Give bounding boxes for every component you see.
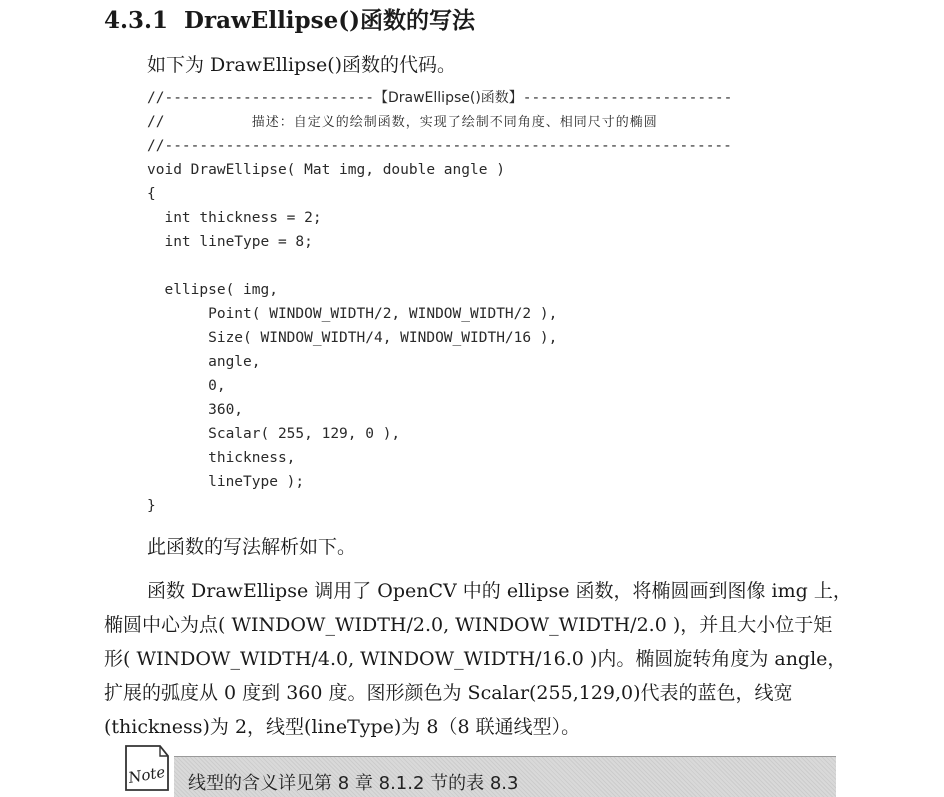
paragraph-line: 椭圆中心为点( WINDOW_WIDTH/2.0, WINDOW_WIDTH/2.0 )，并且大小位于矩 xyxy=(104,614,833,636)
code-description: 描述：自定义的绘制函数，实现了绘制不同角度、相同尺寸的椭圆 xyxy=(251,115,658,130)
code-header-title: 【DrawEllipse()函数】 xyxy=(373,90,523,106)
code-line: int thickness = 2; xyxy=(147,210,322,226)
section-title: DrawEllipse()函数的写法 xyxy=(184,7,475,34)
code-header-prefix: //------------------------ xyxy=(147,90,374,106)
summary-text: 此函数的写法解析如下。 xyxy=(147,536,357,558)
section-number: 4.3.1 xyxy=(104,7,169,34)
paragraph-line: 扩展的弧度从 0 度到 360 度。图形颜色为 Scalar(255,129,0)代表的蓝色，线宽 xyxy=(104,682,793,704)
note-text: 线型的含义详见第 8 章 8.1.2 节的表 8.3 xyxy=(188,773,519,794)
code-desc-prefix: // xyxy=(147,114,252,130)
code-header-suffix: ------------------------ xyxy=(522,90,733,106)
note-box xyxy=(174,756,836,797)
code-block xyxy=(147,86,847,518)
code-line: thickness, xyxy=(147,450,296,466)
paragraph-line: 形( WINDOW_WIDTH/4.0, WINDOW_WIDTH/16.0 )内。椭圆旋转角度为 angle， xyxy=(104,648,847,670)
code-line xyxy=(147,254,847,278)
code-line: Size( WINDOW_WIDTH/4, WINDOW_WIDTH/16 ), xyxy=(147,330,558,346)
code-line: Point( WINDOW_WIDTH/2, WINDOW_WIDTH/2 ), xyxy=(147,306,558,322)
code-line: 360, xyxy=(147,402,244,418)
code-line: { xyxy=(147,186,156,202)
note-icon xyxy=(120,742,172,792)
paragraph-line: 函数 DrawEllipse 调用了 OpenCV 中的 ellipse 函数，将椭圆画到图像 img 上， xyxy=(147,580,852,602)
code-separator-line: //----------------------------------------------------------------- xyxy=(147,138,732,154)
code-line: lineType ); xyxy=(147,474,305,490)
code-line: ellipse( img, xyxy=(147,282,278,298)
code-line: 0, xyxy=(147,378,226,394)
note-icon-label: Note xyxy=(126,762,167,787)
code-line: angle, xyxy=(147,354,261,370)
explanation-paragraph xyxy=(104,574,852,744)
code-line: Scalar( 255, 129, 0 ), xyxy=(147,426,401,442)
intro-text: 如下为 DrawEllipse()函数的代码。 xyxy=(147,54,457,76)
section-heading xyxy=(104,2,475,35)
paragraph-line: (thickness)为 2，线型(lineType)为 8（8 联通线型）。 xyxy=(104,716,581,738)
code-line: void DrawEllipse( Mat img, double angle ) xyxy=(147,162,505,178)
code-line: } xyxy=(147,498,156,514)
code-line: int lineType = 8; xyxy=(147,234,313,250)
code-header-line xyxy=(147,86,847,110)
code-description-line xyxy=(147,110,847,134)
